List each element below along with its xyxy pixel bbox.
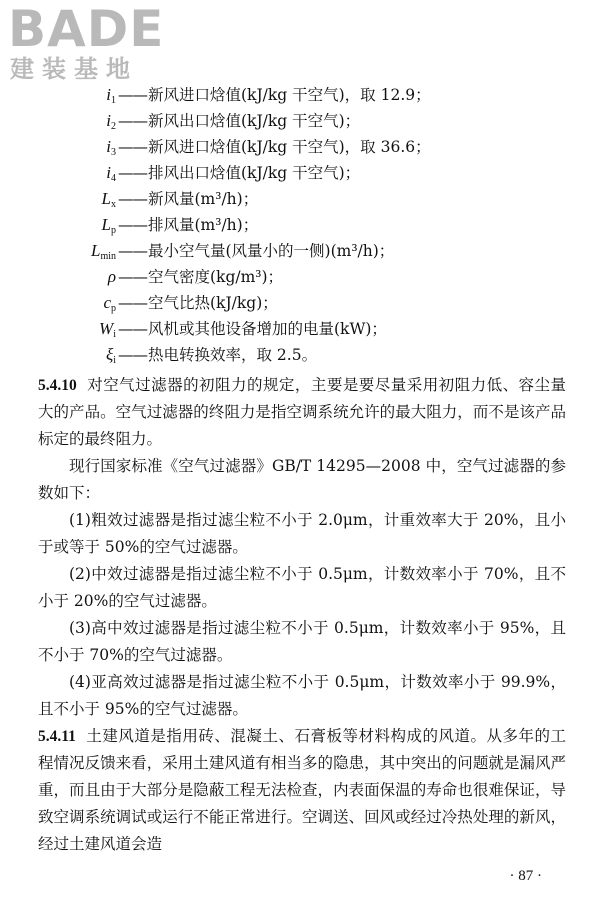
- symbol: $L_x$: [101, 189, 116, 210]
- watermark-brand: BADE: [8, 0, 165, 58]
- definition-row: $i_4$ —— 排风出口焓值(kJ/kg 干空气)；: [38, 160, 566, 186]
- filter-item: (1)粗效过滤器是指过滤尘粒不小于 2.0μm，计重效率大于 20%，且小于或等于 50%的空气过滤器。: [38, 511, 566, 556]
- definition-text: 新风进口焓值(kJ/kg 干空气)，取 36.6；: [148, 138, 431, 156]
- symbol: $i_1$: [106, 85, 116, 106]
- definition-row: $\xi_i$ —— 热电转换效率，取 2.5。: [38, 342, 566, 368]
- definition-text: 最小空气量(风量小的一侧)(m³/h)；: [148, 242, 395, 260]
- section-number: 5.4.10: [38, 377, 77, 394]
- filter-item: (2)中效过滤器是指过滤尘粒不小于 0.5μm，计数效率小于 70%，且不小于 20%的空气过滤器。: [38, 565, 566, 610]
- section-5-4-10: [38, 372, 566, 453]
- section-text: 对空气过滤器的初阻力的规定，主要是要尽量采用初阻力低、容尘量大的产品。空气过滤器的终阻力是指空调系统允许的最大阻力，而不是该产品标定的最终阻力。: [38, 376, 566, 448]
- definition-row: $L_{min}$ —— 最小空气量(风量小的一侧)(m³/h)；: [38, 238, 566, 264]
- definition-text: 排风量(m³/h)；: [148, 216, 259, 234]
- symbol: $i_4$: [106, 163, 116, 184]
- definition-row: $i_1$ —— 新风进口焓值(kJ/kg 干空气)，取 12.9；: [38, 82, 566, 108]
- symbol: $i_3$: [106, 137, 116, 158]
- symbol: $c_p$: [103, 293, 116, 314]
- definition-text: 空气比热(kJ/kg)；: [148, 294, 278, 312]
- symbol-definitions: [38, 82, 566, 368]
- definition-row: $i_2$ —— 新风出口焓值(kJ/kg 干空气)；: [38, 108, 566, 134]
- definition-row: $i_3$ —— 新风进口焓值(kJ/kg 干空气)，取 36.6；: [38, 134, 566, 160]
- definition-row: $c_p$ —— 空气比热(kJ/kg)；: [38, 290, 566, 316]
- definition-row: $W_i$ —— 风机或其他设备增加的电量(kW)；: [38, 316, 566, 342]
- symbol: $\xi_i$: [105, 345, 116, 366]
- section-text: 土建风道是指用砖、混凝土、石膏板等材料构成的风道。从多年的工程情况反馈来看，采用土建风道有相当多的隐患，其中突出的问题就是漏风严重，而且由于大部分是隐蔽工程无法检查，内表面保温的寿命也很难保证，导致空调系统调试或运行不能正常进行。空调送、回风或经过冷热处理的新风，经过土建风道会造: [38, 727, 566, 853]
- standard-intro-paragraph: 现行国家标准《空气过滤器》GB/T 14295—2008 中，空气过滤器的参数如下：: [38, 457, 566, 502]
- document-page: [38, 82, 566, 858]
- section-5-4-11: [38, 723, 566, 858]
- definition-row: $L_x$ —— 新风量(m³/h)；: [38, 186, 566, 212]
- section-number: 5.4.11: [38, 728, 76, 745]
- definition-text: 风机或其他设备增加的电量(kW)；: [148, 320, 387, 338]
- bade-watermark-logo: [8, 0, 178, 88]
- filter-item: (3)高中效过滤器是指过滤尘粒不小于 0.5μm，计数效率小于 95%，且不小于 70%的空气过滤器。: [38, 619, 566, 664]
- definition-text: 空气密度(kg/m³)；: [148, 268, 284, 286]
- symbol: $i_2$: [106, 111, 116, 132]
- definition-text: 新风出口焓值(kJ/kg 干空气)；: [148, 112, 361, 130]
- definition-text: 排风出口焓值(kJ/kg 干空气)；: [148, 164, 361, 182]
- definition-row: $L_p$ —— 排风量(m³/h)；: [38, 212, 566, 238]
- definition-text: 热电转换效率，取 2.5。: [148, 346, 318, 364]
- definition-text: 新风进口焓值(kJ/kg 干空气)，取 12.9；: [148, 86, 431, 104]
- symbol: $W_i$: [99, 319, 116, 340]
- page-number: · 87 ·: [509, 868, 542, 884]
- watermark-subtitle: 建装基地: [10, 55, 138, 83]
- definition-text: 新风量(m³/h)；: [148, 190, 259, 208]
- filter-item: (4)亚高效过滤器是指过滤尘粒不小于 0.5μm，计数效率小于 99.9%，且不小于 95%的空气过滤器。: [38, 673, 566, 718]
- symbol: ρ: [107, 267, 116, 286]
- symbol: $L_{min}$: [90, 241, 116, 262]
- symbol: $L_p$: [101, 215, 116, 236]
- definition-row: ρ —— 空气密度(kg/m³)；: [38, 264, 566, 290]
